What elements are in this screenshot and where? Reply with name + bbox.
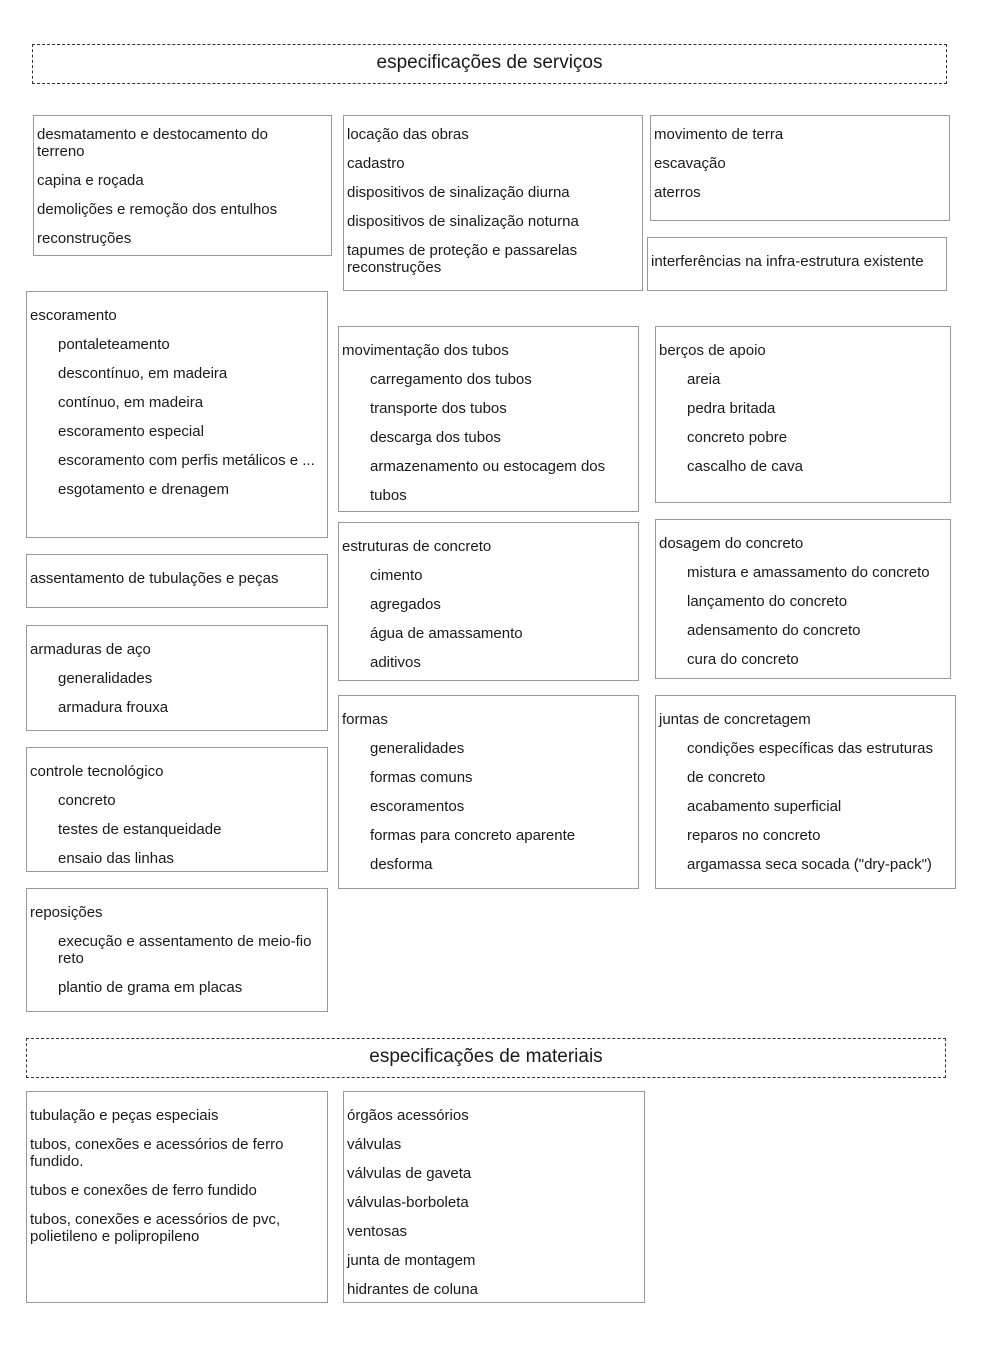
list-item: generalidades: [58, 670, 153, 687]
list-item: descontínuo, em madeira: [58, 365, 228, 382]
list-item: de concreto: [687, 769, 766, 786]
group-title: estruturas de concreto: [342, 538, 492, 555]
list-item: escoramento com perfis metálicos e ...: [58, 452, 315, 469]
list-item: armadura frouxa: [58, 699, 169, 716]
box-controle: [26, 747, 328, 872]
box-estruturas-concreto: [338, 522, 639, 681]
list-item: interferências na infra-estrutura existente: [651, 253, 924, 270]
list-item: agregados: [370, 596, 441, 613]
group-title: controle tecnológico: [30, 763, 164, 780]
list-item: movimento de terra: [654, 126, 784, 143]
list-item: tubos, conexões e acessórios de pvc, polietileno e polipropileno: [30, 1211, 281, 1245]
list-item: plantio de grama em placas: [58, 979, 243, 996]
list-item: ventosas: [347, 1223, 408, 1240]
list-item: concreto pobre: [687, 429, 788, 446]
list-item: tubulação e peças especiais: [30, 1107, 219, 1124]
list-item: locação das obras: [347, 126, 469, 143]
list-item: mistura e amassamento do concreto: [687, 564, 930, 581]
box-movimento-terra: [650, 115, 950, 221]
list-item: desforma: [370, 856, 433, 873]
list-item: acabamento superficial: [687, 798, 842, 815]
list-item: válvulas-borboleta: [347, 1194, 469, 1211]
list-item: dispositivos de sinalização diurna: [347, 184, 570, 201]
list-item: tapumes de proteção e passarelas reconstruções: [347, 242, 578, 276]
box-desmatamento: [33, 115, 332, 256]
list-item: areia: [687, 371, 721, 388]
group-title: armaduras de aço: [30, 641, 151, 658]
list-item: hidrantes de coluna: [347, 1281, 478, 1298]
list-item: dispositivos de sinalização noturna: [347, 213, 579, 230]
list-item: concreto: [58, 792, 116, 809]
box-movimentacao-tubos: [338, 326, 639, 512]
list-item: testes de estanqueidade: [58, 821, 222, 838]
list-item: contínuo, em madeira: [58, 394, 204, 411]
list-item: lançamento do concreto: [687, 593, 848, 610]
list-item: transporte dos tubos: [370, 400, 507, 417]
box-locacao: [343, 115, 643, 291]
list-item: formas para concreto aparente: [370, 827, 576, 844]
list-item: generalidades: [370, 740, 465, 757]
list-item: assentamento de tubulações e peças: [30, 570, 279, 587]
box-escoramento: [26, 291, 328, 538]
list-item: válvulas de gaveta: [347, 1165, 472, 1182]
list-item: adensamento do concreto: [687, 622, 861, 639]
list-item: junta de montagem: [347, 1252, 476, 1269]
materials-header: especificações de materiais: [26, 1038, 946, 1078]
box-reposicoes: [26, 888, 328, 1012]
list-item: água de amassamento: [370, 625, 523, 642]
list-item: tubos, conexões e acessórios de ferro fundido.: [30, 1136, 284, 1170]
list-item: execução e assentamento de meio-fio reto: [58, 933, 312, 967]
box-tubulacao: [26, 1091, 328, 1303]
list-item: órgãos acessórios: [347, 1107, 469, 1124]
list-item: armazenamento ou estocagem dos: [370, 458, 606, 475]
list-item: desmatamento e destocamento do terreno: [37, 126, 268, 160]
group-title: dosagem do concreto: [659, 535, 804, 552]
list-item: válvulas: [347, 1136, 402, 1153]
list-item: escoramentos: [370, 798, 465, 815]
list-item: pedra britada: [687, 400, 776, 417]
list-item: tubos: [370, 487, 407, 504]
box-bercos: [655, 326, 951, 503]
list-item: esgotamento e drenagem: [58, 481, 229, 498]
list-item: aterros: [654, 184, 701, 201]
group-title: reposições: [30, 904, 103, 921]
box-interferencias: [647, 237, 947, 291]
box-juntas: [655, 695, 956, 889]
group-title: movimentação dos tubos: [342, 342, 509, 359]
list-item: aditivos: [370, 654, 421, 671]
list-item: cascalho de cava: [687, 458, 803, 475]
box-armaduras: [26, 625, 328, 731]
list-item: formas comuns: [370, 769, 473, 786]
list-item: reparos no concreto: [687, 827, 821, 844]
box-formas: [338, 695, 639, 889]
box-dosagem: [655, 519, 951, 679]
list-item: carregamento dos tubos: [370, 371, 532, 388]
list-item: demolições e remoção dos entulhos: [37, 201, 278, 218]
box-orgaos: [343, 1091, 645, 1303]
list-item: argamassa seca socada ("dry-pack"): [687, 856, 932, 873]
group-title: juntas de concretagem: [659, 711, 811, 728]
group-title: berços de apoio: [659, 342, 766, 359]
list-item: descarga dos tubos: [370, 429, 501, 446]
list-item: ensaio das linhas: [58, 850, 174, 867]
list-item: escoramento especial: [58, 423, 204, 440]
list-item: pontaleteamento: [58, 336, 170, 353]
group-title: formas: [342, 711, 388, 728]
list-item: cimento: [370, 567, 423, 584]
list-item: capina e roçada: [37, 172, 144, 189]
list-item: cadastro: [347, 155, 405, 172]
list-item: cura do concreto: [687, 651, 799, 668]
list-item: tubos e conexões de ferro fundido: [30, 1182, 257, 1199]
list-item: escavação: [654, 155, 726, 172]
list-item: condições específicas das estruturas: [687, 740, 933, 757]
group-title: escoramento: [30, 307, 117, 324]
services-header: especificações de serviços: [32, 44, 947, 84]
box-assentamento: [26, 554, 328, 608]
list-item: reconstruções: [37, 230, 132, 247]
